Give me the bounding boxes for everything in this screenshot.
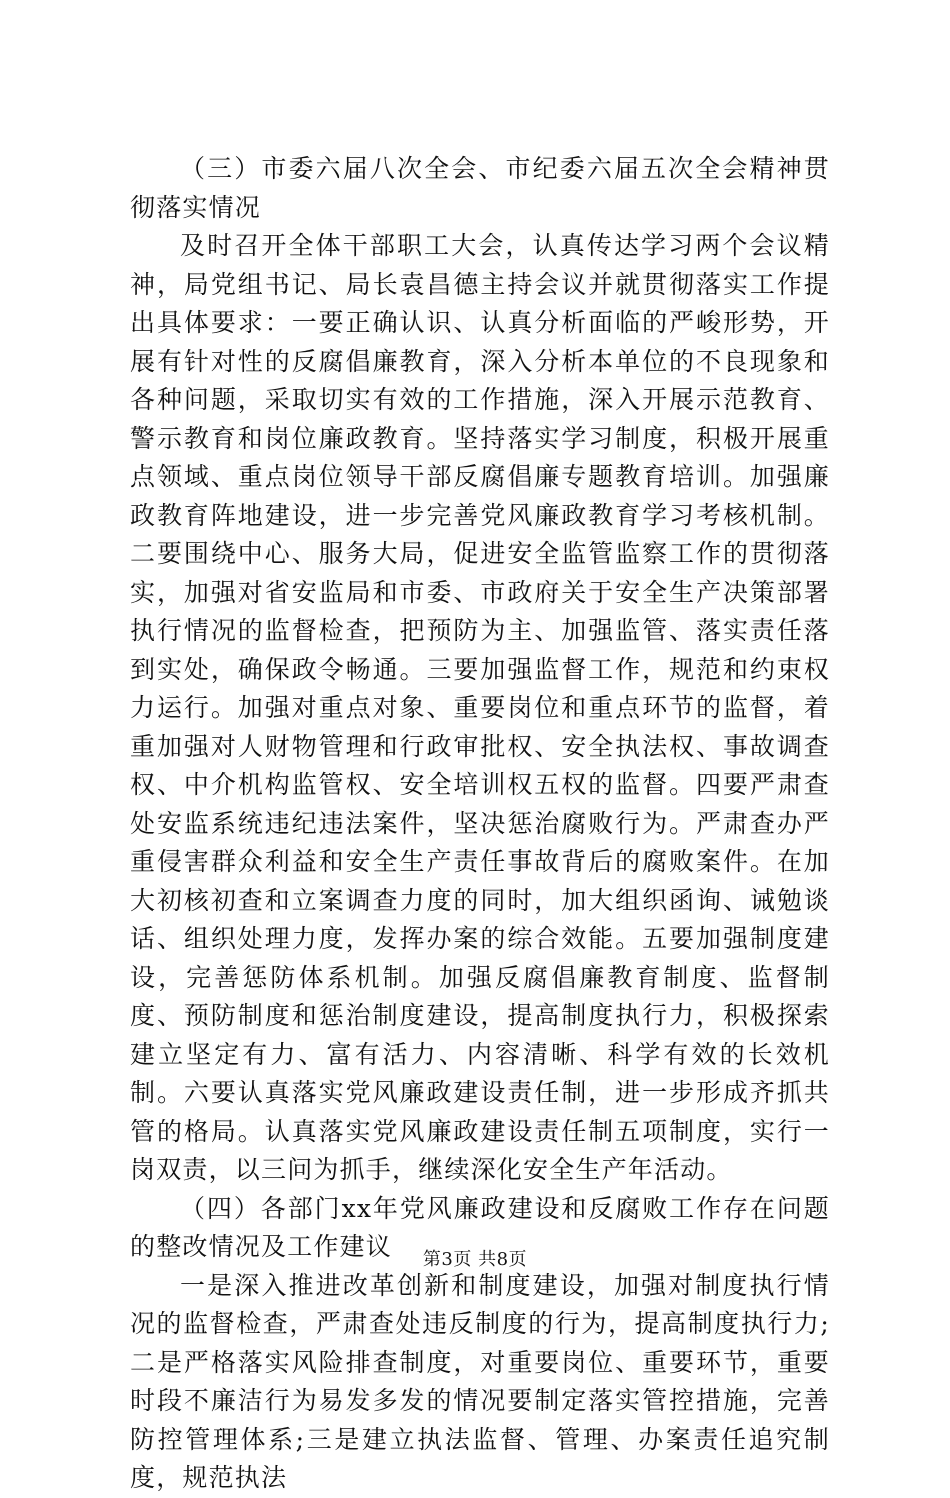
page-number-footer: 第3页 共8页 bbox=[422, 1249, 528, 1270]
section-heading-3: （三）市委六届八次全会、市纪委六届五次全会精神贯彻落实情况 bbox=[130, 154, 830, 222]
document-body bbox=[130, 150, 830, 1498]
section-4-paragraph: 一是深入推进改革创新和制度建设，加强对制度执行情况的监督检查，严肃查处违反制度的行为，提高制度执行力;二是严格落实风险排查制度，对重要岗位、重要环节，重要时段不廉洁行为易发多发的情况要制定落实管控措施，完善防控管理体系;三是建立执法监督、管理、办案责任追究制度，规范执法 bbox=[130, 1270, 830, 1492]
section-heading-4: （四）各部门xx年党风廉政建设和反腐败工作存在问题的整改情况及工作建议 bbox=[130, 1193, 830, 1261]
section-3-paragraph: 及时召开全体干部职工大会，认真传达学习两个会议精神，局党组书记、局长袁昌德主持会议并就贯彻落实工作提出具体要求：一要正确认识、认真分析面临的严峻形势，开展有针对性的反腐倡廉教育，深入分析本单位的不良现象和各种问题，采取切实有效的工作措施，深入开展示范教育、警示教育和岗位廉政教育。坚持落实学习制度，积极开展重点领域、重点岗位领导干部反腐倡廉专题教育培训。加强廉政教育阵地建设，进一步完善党风廉政教育学习考核机制。二要围绕中心、服务大局，促进安全监管监察工作的贯彻落实，加强对省安监局和市委、市政府关于安全生产决策部署执行情况的监督检查，把预防为主、加强监管、落实责任落到实处，确保政令畅通。三要加强监督工作，规范和约束权力运行。加强对重点对象、重要岗位和重点环节的监督，着重加强对人财物管理和行政审批权、安全执法权、事故调查权、中介机构监管权、安全培训权五权的监督。四要严肃查处安监系统违纪违法案件，坚决惩治腐败行为。严肃查办严重侵害群众利益和安全生产责任事故背后的腐败案件。在加大初核初查和立案调查力度的同时，加大组织函询、诫勉谈话、组织处理力度，发挥办案的综合效能。五要加强制度建设，完善惩防体系机制。加强反腐倡廉教育制度、监督制度、预防制度和惩治制度建设，提高制度执行力，积极探索建立坚定有力、富有活力、内容清晰、科学有效的长效机制。六要认真落实党风廉政建设责任制，进一步形成齐抓共管的格局。认真落实党风廉政建设责任制五项制度，实行一岗双责，以三问为抓手，继续深化安全生产年活动。 bbox=[130, 231, 830, 1184]
